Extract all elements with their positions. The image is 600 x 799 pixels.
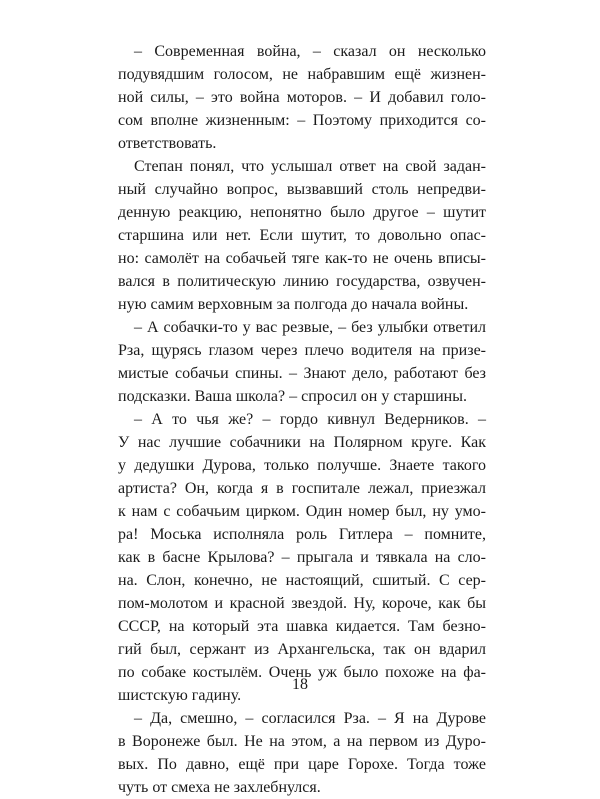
text-line: сом вполне жизненным: – Поэтому приходится со-: [118, 112, 486, 129]
paragraph-1: [118, 40, 486, 155]
text-line: старшина или нет. Если шутит, то довольно опас-: [118, 227, 486, 244]
text-line: У нас лучшие собачники на Полярном круге. Как: [118, 434, 486, 451]
text-line: вался в политическую линию государства, озвучен-: [118, 273, 486, 290]
text-line: чуть от смеха не захлебнулся.: [118, 779, 321, 796]
text-line: Рза, щурясь глазом через плечо водителя на призе-: [118, 342, 486, 359]
text-line: на. Слон, конечно, не настоящий, сшитый. С сер-: [118, 572, 486, 589]
text-line: ный случайно вопрос, вызвавший столь непредви-: [118, 181, 486, 198]
text-line: пом-молотом и красной звездой. Ну, короче, как бы: [118, 595, 486, 612]
text-line: – Современная война, – сказал он несколько: [134, 43, 486, 60]
text-line: – А собачки-то у вас резвые, – без улыбки ответил: [134, 319, 486, 336]
paragraph-5: [118, 707, 486, 799]
text-line: ра! Моська исполняла роль Гитлера – помните,: [118, 526, 486, 543]
text-line: в Воронеже был. Не на этом, а на первом из Дуро-: [118, 733, 486, 750]
text-line: – Да, смешно, – согласился Рза. – Я на Дурове: [134, 710, 486, 727]
text-line: к нам с собачьим цирком. Один номер был, ну умо-: [118, 503, 486, 520]
text-line: гий был, сержант из Архангельска, так он вдарил: [118, 641, 486, 658]
text-line: мистые собачьи спины. – Знают дело, работают без: [118, 365, 486, 382]
text-line: у дедушки Дурова, только получше. Знаете такого: [118, 457, 486, 474]
text-line: ответствовать.: [118, 135, 217, 152]
text-line: – А то чья же? – гордо кивнул Ведерников. –: [134, 411, 486, 428]
text-line: подсказки. Ваша школа? – спросил он у старшины.: [118, 388, 467, 405]
text-line: но: самолёт на собачьей тяге как-то не очень вписы-: [118, 250, 486, 267]
page-number: 18: [292, 676, 308, 693]
text-line: артиста? Он, когда я в госпитале лежал, приезжал: [118, 480, 486, 497]
paragraph-2: [118, 155, 486, 316]
text-line: шистскую гадину.: [118, 687, 242, 704]
text-line: по собаке костылём. Очень уж было похоже на фа-: [118, 664, 486, 681]
text-line: подувядшим голосом, не набравшим ещё жизнен-: [118, 66, 486, 83]
text-line: ную самим верховным за полгода до начала войны.: [118, 296, 469, 313]
text-line: СССР, на который эта шавка кидается. Там безно-: [118, 618, 486, 635]
text-line: как в басне Крылова? – прыгала и тявкала на сло-: [118, 549, 486, 566]
text-line: ной силы, – это война моторов. – И добавил голо-: [118, 89, 486, 106]
text-line: Степан понял, что услышал ответ на свой задан-: [134, 158, 486, 175]
text-line: денную реакцию, непонятно было другое – шутит: [118, 204, 486, 221]
paragraph-3: [118, 316, 486, 408]
text-line: вых. По давно, ещё при царе Горохе. Тогда тоже: [118, 756, 486, 773]
paragraph-4: [118, 408, 486, 707]
